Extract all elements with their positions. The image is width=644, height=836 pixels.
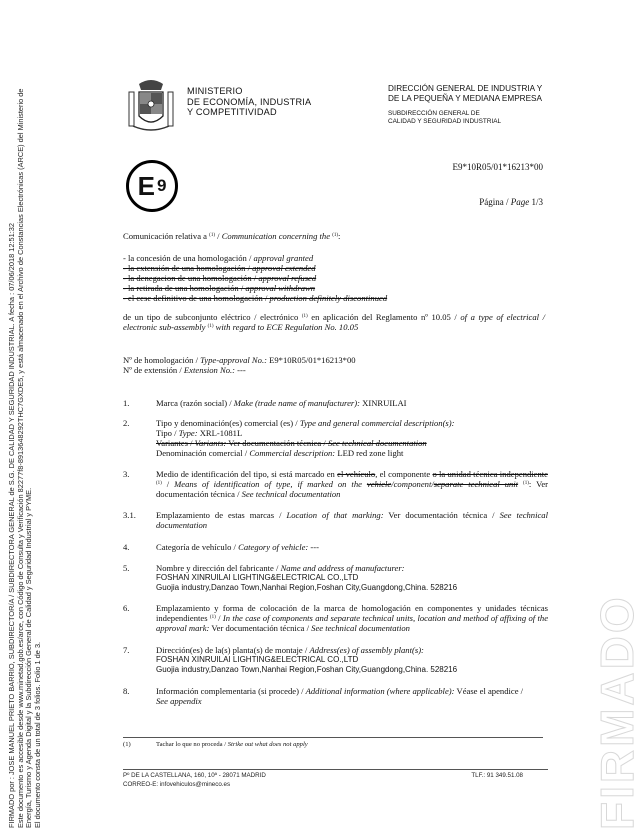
e-mark-letter: E bbox=[137, 170, 155, 201]
list-item: - la retirada de una homologación / approval withdrawn bbox=[123, 283, 316, 293]
subassembly-text: de un tipo de subconjunto eléctrico / electrónico $^{(1)}$ en aplicación del Reglamento nº 10.05 / of a type of electrical / electronic sub-assembly $^{(1)}$ with regard to ECE Regulation No. 10.05 bbox=[123, 312, 546, 332]
signature-text bbox=[8, 8, 42, 828]
signature-line: Este documento es accesible desde www.minetad.gob.es/arce, con Código de Consulta y Verificación 82277f8-8913648292THC7GXDE5, y está almacenado en el Archivo de Constancias Electrónicas (ARCE) del Ministerio de bbox=[15, 88, 25, 828]
list-item: - el cese definitivo de una homologación / production definitely discontinued bbox=[123, 293, 388, 303]
letterhead bbox=[125, 78, 555, 138]
ministry-name: MINISTERIO DE ECONOMÍA, INDUSTRIA Y COMPETITIVIDAD bbox=[187, 86, 312, 118]
list-item: - la extensión de una homologación / approval extended bbox=[123, 263, 316, 273]
footer bbox=[123, 772, 548, 789]
coat-of-arms-icon bbox=[125, 78, 177, 136]
page-number: Página / Page 1/3 bbox=[479, 197, 543, 207]
subdirectorate-name: SUBDIRECCIÓN GENERAL DE CALIDAD Y SEGURIDAD INDUSTRIAL bbox=[388, 110, 502, 125]
signature-strip bbox=[0, 0, 90, 836]
options-list bbox=[123, 253, 545, 303]
footnote-divider bbox=[123, 737, 543, 738]
approval-number: Nº de homologación / Type-approval No.: E9*10R05/01*16213*00 bbox=[123, 355, 356, 365]
footnote: (1) Tachar lo que no proceda / Strike out what does not apply bbox=[123, 741, 308, 748]
communication-line: Comunicación relativa a $^{(1)}$ / Communication concerning the $^{(1)}$: bbox=[123, 231, 341, 241]
firmado-watermark: FIRMADO bbox=[591, 594, 643, 830]
approval-numbers bbox=[123, 355, 545, 375]
reference-number: E9*10R05/01*16213*00 bbox=[452, 162, 543, 172]
footer-divider bbox=[123, 769, 548, 770]
signature-line: Energía, Turismo y Agenda Digital y la Subdirección General de Calidad y Seguridad Industrial y PYME. bbox=[24, 487, 34, 828]
list-item: - la concesión de una homologación / approval granted bbox=[123, 253, 314, 263]
e-mark-circle-icon bbox=[126, 160, 178, 212]
signature-line: El documento consta de un total de 3 folios. Folio 1 de 3. bbox=[32, 641, 42, 828]
footer-address: Pº DE LA CASTELLANA, 160, 10ª - 28071 MADRID bbox=[123, 772, 266, 779]
directorate-name: DIRECCIÓN GENERAL DE INDUSTRIA Y DE LA PEQUEÑA Y MEDIANA EMPRESA bbox=[388, 84, 543, 103]
e-mark-number: 9 bbox=[156, 176, 167, 195]
list-item: - la denegacion de una homologación / approval refused bbox=[123, 273, 317, 283]
footer-phone: TLF.: 91 349.51.08 bbox=[471, 772, 523, 779]
extension-number: Nº de extensión / Extension No.: --- bbox=[123, 365, 246, 375]
signature-line: FIRMADO por : JOSE MANUEL PRIETO BARRIO, SUBDIRECTOR/A / SUBDIRECTORA GENERAL de S.G. DE CALIDAD Y SEGURIDAD INDUSTRIAL. A fecha : 07/06/2018 12:51:32 bbox=[7, 223, 16, 828]
footer-email: CORREO-E: infovehiculos@mineco.es bbox=[123, 780, 231, 788]
